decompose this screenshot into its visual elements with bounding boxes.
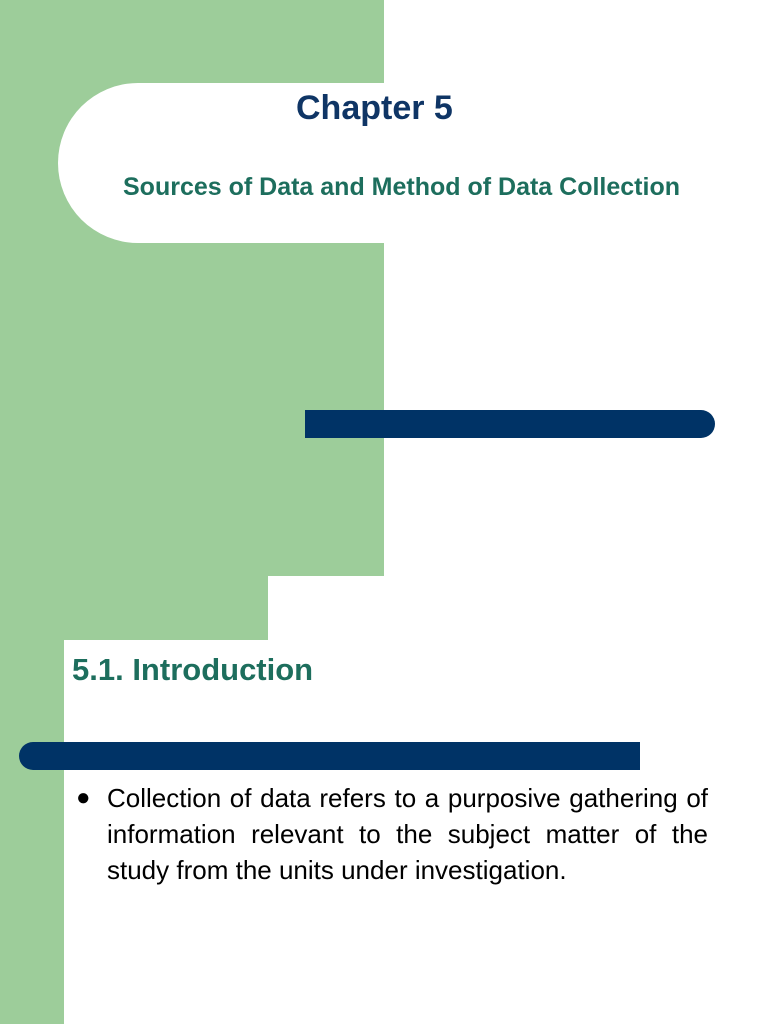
bullet-list: [76, 780, 708, 888]
title-divider-bar: [305, 410, 715, 438]
green-left-margin: [0, 640, 64, 1024]
bullet-text: Collection of data refers to a purposive gathering of information relevant to the subject matter of the study from the units under investigation.: [107, 783, 708, 885]
bullet-icon: ●: [76, 784, 91, 811]
section-heading: 5.1. Introduction: [72, 652, 314, 687]
section-divider-bar: [19, 742, 640, 770]
chapter-subtitle: Sources of Data and Method of Data Collection: [123, 173, 680, 201]
green-background-strip: [0, 576, 268, 640]
chapter-title: Chapter 5: [296, 89, 453, 127]
list-item: [76, 780, 708, 888]
